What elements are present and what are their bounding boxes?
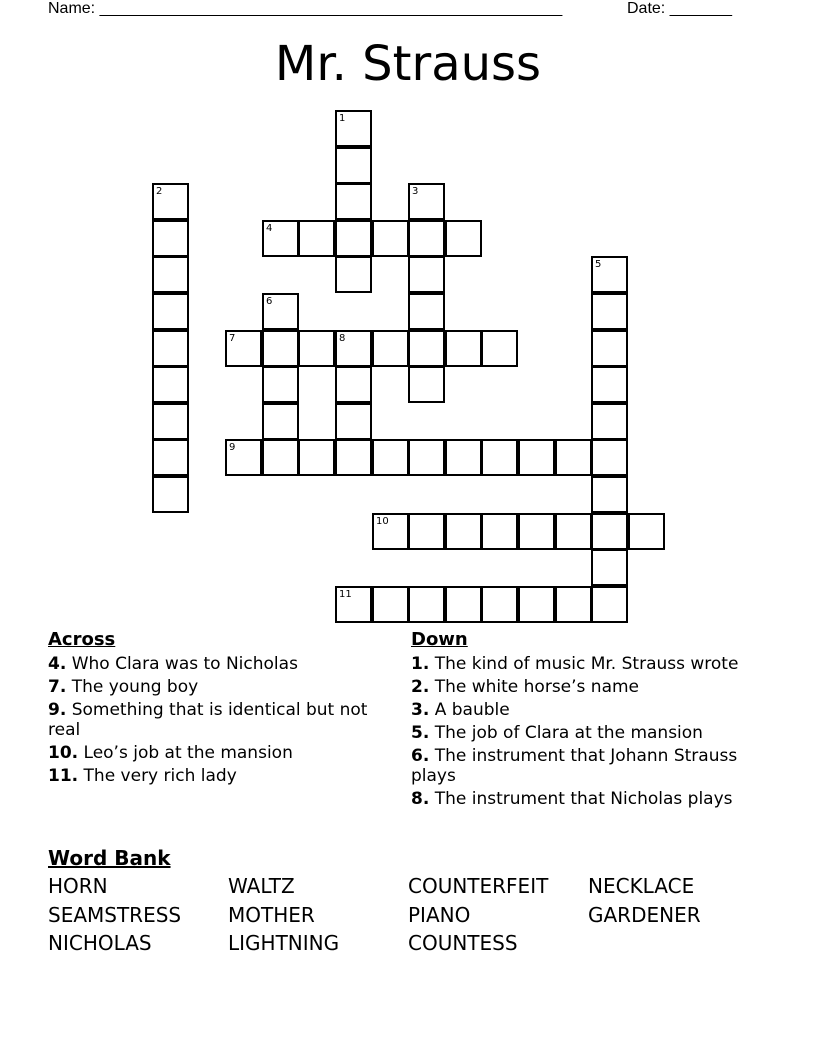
cell-clue-number: 7 <box>229 333 236 344</box>
crossword-cell[interactable] <box>335 183 372 220</box>
cell-clue-number: 8 <box>339 333 346 344</box>
crossword-cell[interactable] <box>408 586 445 623</box>
crossword-cell[interactable] <box>152 256 189 293</box>
word-bank-item: PIANO <box>408 903 471 927</box>
crossword-cell[interactable] <box>518 439 555 476</box>
word-bank-item: MOTHER <box>228 903 315 927</box>
clue-text: The kind of music Mr. Strauss wrote <box>429 654 739 674</box>
crossword-cell[interactable] <box>408 513 445 550</box>
cell-clue-number: 5 <box>595 259 602 270</box>
word-bank-heading: Word Bank <box>48 846 171 870</box>
crossword-cell[interactable] <box>335 586 372 623</box>
crossword-cell[interactable] <box>408 293 445 330</box>
down-clue-5 <box>411 723 761 743</box>
across-clue-7 <box>48 677 388 697</box>
crossword-cell[interactable] <box>152 330 189 367</box>
crossword-cell[interactable] <box>372 586 409 623</box>
crossword-cell[interactable] <box>555 513 592 550</box>
crossword-cell[interactable] <box>262 330 299 367</box>
clue-number: 9. <box>48 700 67 720</box>
across-clue-9 <box>48 700 388 740</box>
crossword-cell[interactable] <box>262 366 299 403</box>
crossword-cell[interactable] <box>555 586 592 623</box>
crossword-cell[interactable] <box>518 513 555 550</box>
crossword-cell[interactable] <box>445 330 482 367</box>
crossword-cell[interactable] <box>408 220 445 257</box>
clue-number: 2. <box>411 677 430 697</box>
clue-number: 1. <box>411 654 430 674</box>
crossword-cell[interactable] <box>335 403 372 440</box>
crossword-cell[interactable] <box>152 476 189 513</box>
crossword-cell[interactable] <box>152 183 189 220</box>
word-bank-item: NICHOLAS <box>48 931 152 955</box>
crossword-cell[interactable] <box>481 330 518 367</box>
clue-number: 6. <box>411 746 430 766</box>
crossword-cell[interactable] <box>335 110 372 147</box>
clue-text: The instrument that Johann Strauss plays <box>411 746 738 786</box>
down-heading: Down <box>411 629 468 650</box>
clue-text: The young boy <box>66 677 199 697</box>
crossword-cell[interactable] <box>335 330 372 367</box>
crossword-cell[interactable] <box>372 330 409 367</box>
crossword-cell[interactable] <box>298 439 335 476</box>
clue-number: 7. <box>48 677 67 697</box>
crossword-cell[interactable] <box>262 439 299 476</box>
crossword-cell[interactable] <box>335 439 372 476</box>
crossword-cell[interactable] <box>591 403 628 440</box>
cell-clue-number: 11 <box>339 589 352 600</box>
clue-number: 10. <box>48 743 79 763</box>
clue-number: 3. <box>411 700 430 720</box>
crossword-cell[interactable] <box>335 366 372 403</box>
across-clue-4 <box>48 654 388 674</box>
crossword-cell[interactable] <box>262 403 299 440</box>
date-field-label: Date: _______ <box>627 0 732 17</box>
clue-text: The instrument that Nicholas plays <box>429 789 733 809</box>
name-field-label: Name: ____________________________________________________ <box>48 0 563 17</box>
word-bank-item: COUNTESS <box>408 931 518 955</box>
crossword-cell[interactable] <box>591 476 628 513</box>
crossword-cell[interactable] <box>518 586 555 623</box>
across-heading: Across <box>48 629 116 650</box>
crossword-cell[interactable] <box>591 439 628 476</box>
clue-number: 4. <box>48 654 67 674</box>
across-clues <box>48 629 388 789</box>
clue-text: Who Clara was to Nicholas <box>66 654 298 674</box>
crossword-cell[interactable] <box>591 256 628 293</box>
crossword-cell[interactable] <box>591 366 628 403</box>
crossword-cell[interactable] <box>555 439 592 476</box>
word-bank-item: HORN <box>48 874 108 898</box>
crossword-cell[interactable] <box>335 256 372 293</box>
crossword-cell[interactable] <box>152 293 189 330</box>
word-bank-item: GARDENER <box>588 903 701 927</box>
crossword-cell[interactable] <box>408 183 445 220</box>
word-bank-item: LIGHTNING <box>228 931 340 955</box>
crossword-cell[interactable] <box>445 220 482 257</box>
down-clue-6 <box>411 746 761 786</box>
crossword-cell[interactable] <box>262 220 299 257</box>
crossword-cell[interactable] <box>408 330 445 367</box>
crossword-cell[interactable] <box>152 366 189 403</box>
crossword-cell[interactable] <box>445 439 482 476</box>
word-bank-item: SEAMSTRESS <box>48 903 182 927</box>
crossword-cell[interactable] <box>445 586 482 623</box>
down-clue-1 <box>411 654 761 674</box>
cell-clue-number: 3 <box>412 186 419 197</box>
crossword-cell[interactable] <box>481 586 518 623</box>
crossword-cell[interactable] <box>591 549 628 586</box>
crossword-cell[interactable] <box>225 439 262 476</box>
cell-clue-number: 2 <box>156 186 163 197</box>
crossword-cell[interactable] <box>225 330 262 367</box>
crossword-cell[interactable] <box>298 220 335 257</box>
down-clue-2 <box>411 677 761 697</box>
crossword-cell[interactable] <box>408 366 445 403</box>
crossword-cell[interactable] <box>408 439 445 476</box>
page-title: Mr. Strauss <box>274 36 542 92</box>
crossword-cell[interactable] <box>591 293 628 330</box>
crossword-cell[interactable] <box>445 513 482 550</box>
crossword-cell[interactable] <box>262 293 299 330</box>
cell-clue-number: 1 <box>339 113 346 124</box>
crossword-cell[interactable] <box>372 220 409 257</box>
clue-number: 5. <box>411 723 430 743</box>
cell-clue-number: 9 <box>229 442 236 453</box>
across-clue-10 <box>48 743 388 763</box>
down-clues <box>411 629 761 812</box>
crossword-cell[interactable] <box>591 513 628 550</box>
cell-clue-number: 4 <box>266 223 273 234</box>
cell-clue-number: 10 <box>376 516 389 527</box>
word-bank-item: COUNTERFEIT <box>408 874 549 898</box>
crossword-cell[interactable] <box>298 330 335 367</box>
across-clue-11 <box>48 766 388 786</box>
crossword-cell[interactable] <box>591 586 628 623</box>
crossword-cell[interactable] <box>408 256 445 293</box>
crossword-cell[interactable] <box>372 439 409 476</box>
crossword-cell[interactable] <box>591 330 628 367</box>
clue-number: 8. <box>411 789 430 809</box>
word-bank-item: WALTZ <box>228 874 295 898</box>
crossword-cell[interactable] <box>152 403 189 440</box>
down-clue-3 <box>411 700 761 720</box>
crossword-cell[interactable] <box>481 439 518 476</box>
crossword-cell[interactable] <box>335 220 372 257</box>
word-bank-item: NECKLACE <box>588 874 695 898</box>
clue-text: The very rich lady <box>78 766 237 786</box>
cell-clue-number: 6 <box>266 296 273 307</box>
down-clue-8 <box>411 789 761 809</box>
crossword-cell[interactable] <box>372 513 409 550</box>
crossword-cell[interactable] <box>335 147 372 184</box>
crossword-cell[interactable] <box>481 513 518 550</box>
clue-text: Something that is identical but not real <box>48 700 368 740</box>
clue-text: The white horse’s name <box>429 677 640 697</box>
crossword-cell[interactable] <box>152 220 189 257</box>
clue-text: A bauble <box>429 700 510 720</box>
crossword-cell[interactable] <box>152 439 189 476</box>
clue-number: 11. <box>48 766 79 786</box>
crossword-cell[interactable] <box>628 513 665 550</box>
clue-text: The job of Clara at the mansion <box>429 723 703 743</box>
clue-text: Leo’s job at the mansion <box>78 743 293 763</box>
